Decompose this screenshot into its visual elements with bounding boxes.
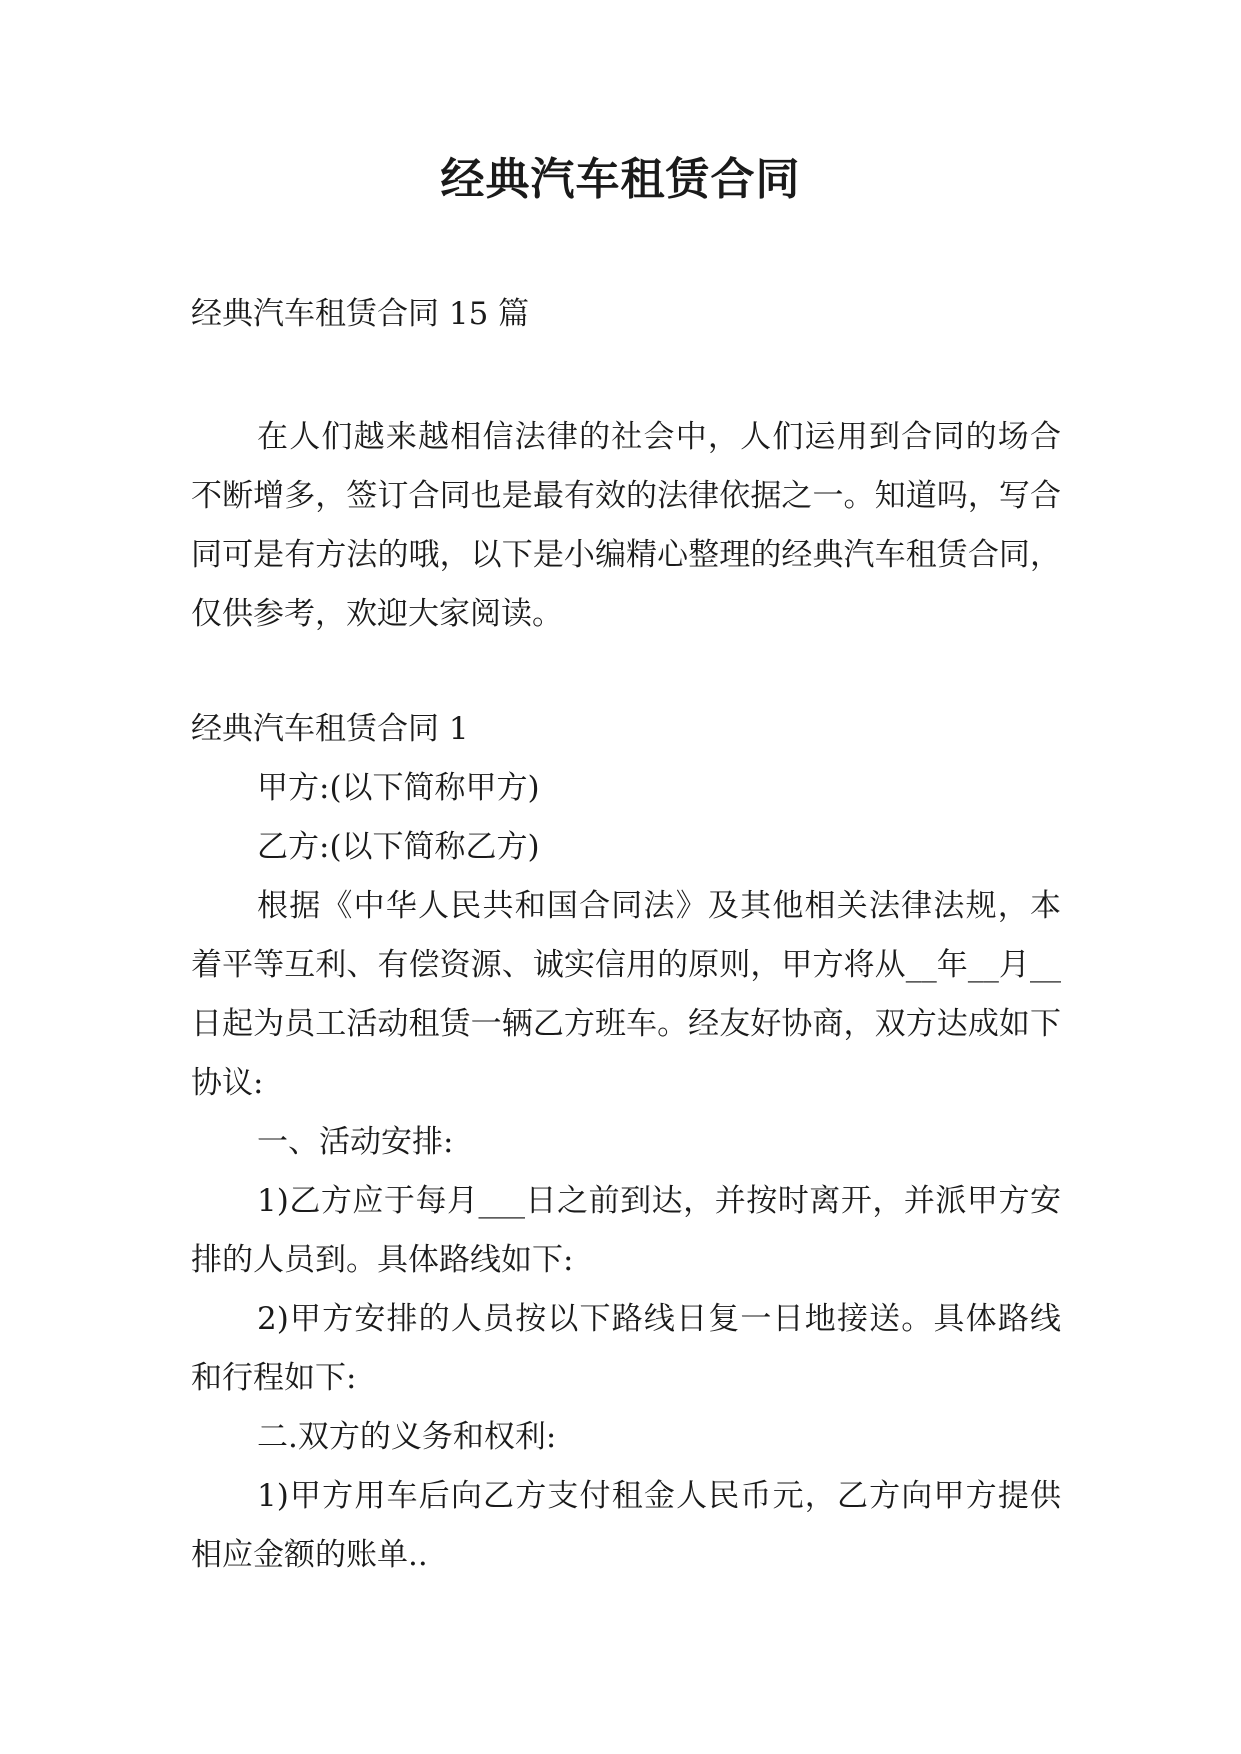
clause-2-item-1: 1)甲方用车后向乙方支付租金人民币元，乙方向甲方提供相应金额的账单.. xyxy=(191,1478,1061,1573)
clause-1-item-1: 1)乙方应于每月___日之前到达，并按时离开，并派甲方安排的人员到。具体路线如下: xyxy=(191,1183,1061,1278)
document-title: 经典汽车租赁合同 xyxy=(440,154,801,205)
document-subtitle: 经典汽车租赁合同 15 篇 xyxy=(191,296,530,332)
intro-paragraph: 在人们越来越相信法律的社会中，人们运用到合同的场合不断增多，签订合同也是最有效的法律依据之一。知道吗，写合同可是有方法的哦，以下是小编精心整理的经典汽车租赁合同，仅供参考，欢迎大家阅读。 xyxy=(191,419,1061,632)
clause-2-title: 二.双方的义务和权利: xyxy=(257,1419,557,1455)
party-a-line: 甲方:(以下简称甲方) xyxy=(257,770,540,806)
section-heading: 经典汽车租赁合同 1 xyxy=(191,711,469,747)
preamble-paragraph: 根据《中华人民共和国合同法》及其他相关法律法规，本着平等互利、有偿资源、诚实信用的原则，甲方将从__年__月__日起为员工活动租赁一辆乙方班车。经友好协商，双方达成如下协议: xyxy=(191,888,1061,1101)
clause-1-title: 一、活动安排: xyxy=(257,1124,454,1160)
party-b-line: 乙方:(以下简称乙方) xyxy=(257,829,540,865)
clause-1-item-2: 2)甲方安排的人员按以下路线日复一日地接送。具体路线和行程如下: xyxy=(191,1301,1061,1396)
contract-body xyxy=(191,700,1061,1585)
